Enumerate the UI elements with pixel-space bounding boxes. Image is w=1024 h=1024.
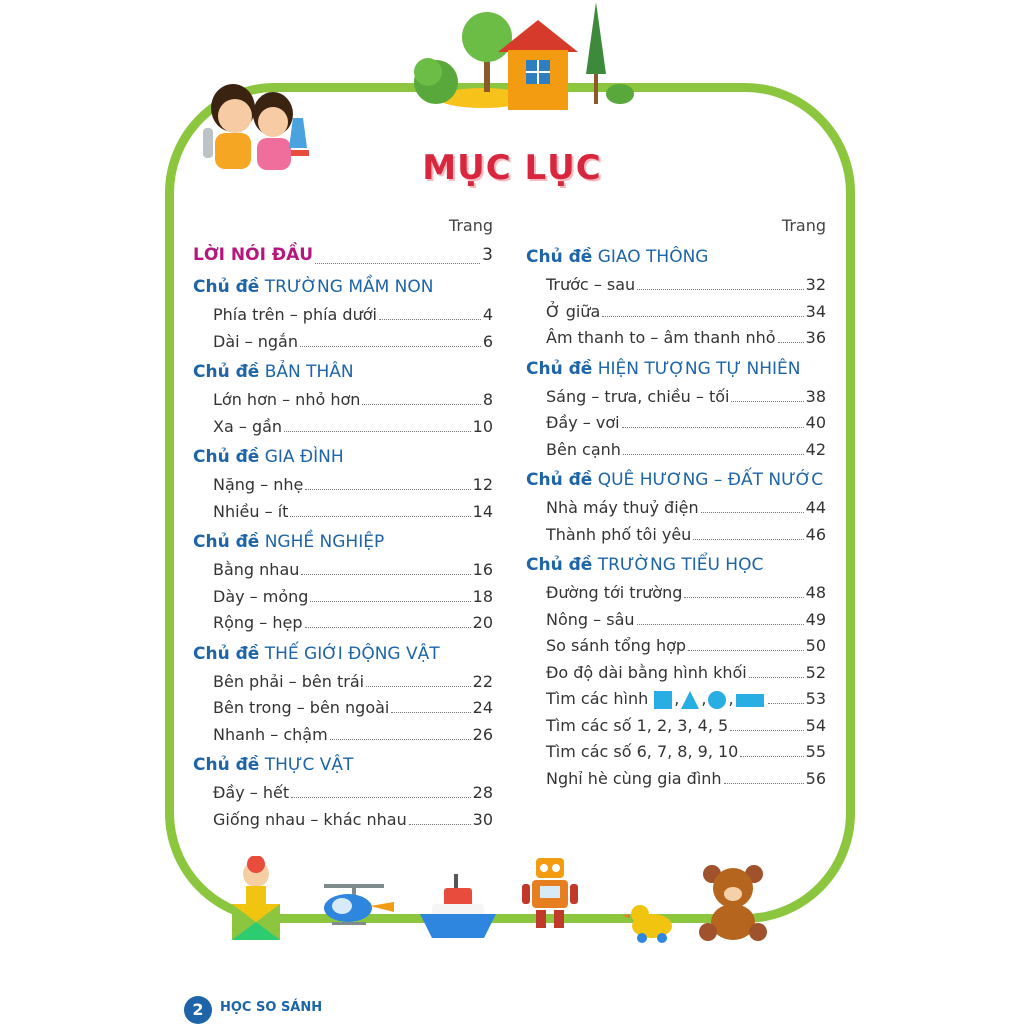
entry-page: 38	[805, 386, 826, 406]
entry-label: Nghỉ hè cùng gia đình	[546, 768, 722, 788]
topic-prefix: Chủ đề	[526, 470, 593, 490]
entry-page: 26	[472, 724, 493, 744]
entry-label: Dài – ngắn	[213, 331, 298, 351]
entry-page: 16	[472, 560, 493, 579]
topic-prefix: Chủ đề	[193, 532, 260, 552]
jack-in-the-box-icon	[228, 856, 284, 944]
entry-label: Bên phải – bên trái	[213, 671, 365, 691]
entry-page: 53	[805, 689, 826, 708]
toc-entry[interactable]	[526, 495, 826, 522]
preface-label: LỜI NÓI ĐẦU	[193, 245, 314, 265]
entry-page: 48	[805, 583, 826, 602]
toc-entry[interactable]	[193, 669, 493, 696]
toc-preface[interactable]	[193, 240, 493, 270]
entry-page: 32	[805, 275, 826, 294]
dot-leader	[778, 342, 804, 343]
topic-prefix: Chủ đề	[526, 247, 593, 267]
dot-leader	[305, 627, 471, 628]
toc-entry[interactable]	[526, 437, 826, 464]
entry-page: 49	[805, 609, 826, 629]
topic-name: NGHỀ NGHIỆP	[264, 532, 385, 552]
dot-leader	[291, 797, 471, 798]
page-title: MỤC LỤC	[422, 148, 602, 188]
entry-label: Tìm các số 6, 7, 8, 9, 10	[546, 742, 739, 761]
entry-label: Rộng – hẹp	[213, 613, 303, 632]
entry-page: 4	[482, 305, 493, 324]
dot-leader	[310, 601, 470, 602]
entry-label: Trước – sau	[546, 275, 636, 294]
toc-entry[interactable]	[526, 325, 826, 352]
book-title: HỌC SO SÁNH	[220, 1000, 323, 1015]
entry-label: Nhanh – chậm	[213, 724, 328, 744]
toc-left-column	[193, 212, 493, 833]
entry-label: Bằng nhau	[213, 560, 300, 579]
topic-name: GIAO THÔNG	[597, 247, 709, 267]
square-shape-icon	[654, 691, 672, 709]
page-column-label: Trang	[448, 216, 493, 235]
topic-name: QUÊ HƯƠNG – ĐẤT NƯỚC	[597, 470, 824, 490]
page-column-label: Trang	[781, 216, 826, 235]
dot-leader	[684, 597, 803, 598]
entry-label: Nhiều – ít	[213, 501, 289, 521]
toc-entry[interactable]	[193, 807, 493, 834]
toc-entry[interactable]	[526, 607, 826, 634]
teddy-bear-icon	[696, 862, 770, 942]
dot-leader	[300, 346, 481, 347]
toc-entry[interactable]	[193, 584, 493, 611]
toc-entry[interactable]	[526, 713, 826, 740]
toc-entry[interactable]	[193, 414, 493, 441]
toc-topic-heading[interactable]	[526, 550, 826, 580]
toc-entry[interactable]	[193, 499, 493, 526]
toc-topic-heading[interactable]	[193, 639, 493, 669]
dot-leader	[362, 404, 480, 405]
toc-topic-heading[interactable]	[193, 357, 493, 387]
topic-prefix: Chủ đề	[193, 277, 260, 297]
entry-label: Âm thanh to – âm thanh nhỏ	[546, 328, 776, 347]
entry-page: 20	[472, 613, 493, 632]
toc-topic-heading[interactable]	[193, 272, 493, 302]
toc-topic-heading[interactable]	[193, 442, 493, 472]
toc-entry[interactable]	[193, 387, 493, 414]
entry-label: Bên cạnh	[546, 439, 621, 459]
toc-topic-heading[interactable]	[526, 465, 826, 495]
topic-name: THỰC VẬT	[264, 755, 354, 775]
rectangle-shape-icon	[736, 691, 764, 709]
shape-icons: , , ,	[652, 686, 765, 713]
dot-leader	[731, 401, 803, 402]
entry-page: 8	[482, 390, 493, 409]
entry-page: 14	[472, 501, 493, 521]
entry-label: Ở giữa	[546, 301, 601, 321]
toc-entry[interactable]	[193, 472, 493, 499]
dot-leader	[622, 427, 804, 428]
topic-prefix: Chủ đề	[193, 643, 260, 664]
topic-prefix: Chủ đề	[526, 555, 593, 575]
entry-label: Nhà máy thuỷ điện	[546, 498, 699, 517]
toc-right-column	[526, 212, 826, 792]
house-tree-illustration	[408, 2, 648, 114]
entry-label: Đường tới trường	[546, 583, 683, 602]
duck-toy-icon	[618, 900, 678, 946]
entry-label: So sánh tổng hợp	[546, 636, 687, 655]
entry-label: Tìm các hình	[546, 689, 649, 708]
toc-topic-heading[interactable]	[526, 242, 826, 272]
boat-icon	[418, 872, 498, 942]
toc-entry[interactable]	[193, 695, 493, 722]
entry-page: 55	[805, 742, 826, 761]
entry-page: 56	[805, 768, 826, 788]
toc-topic-heading[interactable]	[526, 354, 826, 384]
toc-entry[interactable]	[193, 722, 493, 749]
dot-leader	[409, 824, 471, 825]
toc-entry[interactable]	[526, 299, 826, 326]
toc-entry[interactable]	[193, 610, 493, 637]
toc-entry[interactable]	[526, 766, 826, 793]
toc-entry[interactable]	[526, 580, 826, 607]
toc-entry[interactable]	[193, 557, 493, 584]
entry-page: 22	[472, 671, 493, 691]
entry-label: Sáng – trưa, chiều – tối	[546, 386, 730, 406]
entry-label: Bên trong – bên ngoài	[213, 698, 390, 717]
helicopter-icon	[320, 880, 396, 928]
topic-name: THẾ GIỚI ĐỘNG VẬT	[264, 643, 440, 664]
toc-entry[interactable]	[526, 633, 826, 660]
dot-leader	[693, 539, 803, 540]
dot-leader	[637, 624, 804, 625]
dot-leader	[330, 739, 471, 740]
toc-entry[interactable]	[193, 780, 493, 807]
entry-page: 46	[805, 524, 826, 544]
topic-prefix: Chủ đề	[526, 358, 593, 379]
dot-leader	[637, 289, 803, 290]
entry-page: 10	[472, 416, 493, 436]
robot-icon	[520, 852, 580, 932]
entry-label: Nông – sâu	[546, 609, 635, 629]
entry-label: Xa – gần	[213, 416, 283, 436]
entry-page: 50	[805, 636, 826, 655]
entry-label: Phía trên – phía dưới	[213, 305, 377, 324]
dot-leader	[749, 677, 804, 678]
dot-leader	[701, 512, 804, 513]
entry-page: 28	[472, 783, 493, 802]
topic-name: GIA ĐÌNH	[264, 447, 344, 467]
toc-entry[interactable]	[526, 522, 826, 549]
entry-page: 40	[805, 413, 826, 432]
toc-entry[interactable]	[526, 410, 826, 437]
entry-page: 6	[482, 331, 493, 351]
dot-leader	[290, 516, 470, 517]
entry-page: 42	[805, 439, 826, 459]
dot-leader	[740, 756, 803, 757]
topic-name: BẢN THÂN	[264, 362, 354, 382]
topic-name: HIỆN TƯỢNG TỰ NHIÊN	[597, 358, 801, 379]
entry-label: Dày – mỏng	[213, 586, 309, 606]
entry-label: Thành phố tôi yêu	[546, 524, 692, 544]
toc-topic-heading[interactable]	[193, 527, 493, 557]
toc-entry[interactable]	[526, 660, 826, 687]
dot-leader	[305, 489, 470, 490]
topic-name: TRƯỜNG MẦM NON	[264, 277, 434, 297]
entry-page: 34	[805, 301, 826, 321]
dot-leader	[730, 730, 803, 731]
page-number: 2	[184, 996, 212, 1024]
triangle-shape-icon	[681, 691, 699, 709]
dot-leader	[379, 319, 481, 320]
entry-label: Đầy – vơi	[546, 413, 620, 432]
entry-label: Nặng – nhẹ	[213, 475, 304, 494]
toc-entry[interactable]	[526, 686, 826, 713]
dot-leader	[768, 703, 804, 704]
entry-label: Lớn hơn – nhỏ hơn	[213, 390, 361, 409]
entry-label: Đo độ dài bằng hình khối	[546, 662, 747, 682]
preface-page: 3	[482, 245, 493, 265]
dot-leader	[301, 574, 470, 575]
entry-page: 30	[472, 809, 493, 829]
toc-entry[interactable]	[526, 272, 826, 299]
entry-label: Tìm các số 1, 2, 3, 4, 5	[546, 715, 729, 735]
topic-prefix: Chủ đề	[193, 755, 260, 775]
dot-leader	[284, 431, 471, 432]
dot-leader	[688, 650, 804, 651]
toc-entry[interactable]	[526, 384, 826, 411]
toc-entry[interactable]	[193, 302, 493, 329]
circle-shape-icon	[708, 691, 726, 709]
topic-prefix: Chủ đề	[193, 447, 260, 467]
topic-name: TRƯỜNG TIỂU HỌC	[597, 555, 764, 575]
toc-topic-heading[interactable]	[193, 750, 493, 780]
dot-leader	[315, 240, 480, 264]
dot-leader	[623, 454, 804, 455]
dot-leader	[602, 316, 803, 317]
toc-entry[interactable]	[193, 329, 493, 356]
entry-page: 54	[805, 715, 826, 735]
dot-leader	[724, 783, 804, 784]
entry-page: 24	[472, 698, 493, 717]
entry-page: 18	[472, 586, 493, 606]
topic-prefix: Chủ đề	[193, 362, 260, 382]
entry-page: 44	[805, 498, 826, 517]
entry-label: Giống nhau – khác nhau	[213, 809, 407, 829]
dot-leader	[366, 686, 471, 687]
dot-leader	[391, 712, 470, 713]
entry-page: 36	[805, 328, 826, 347]
entry-page: 52	[805, 662, 826, 682]
entry-page: 12	[472, 475, 493, 494]
toc-entry[interactable]	[526, 739, 826, 766]
entry-label: Đầy – hết	[213, 783, 290, 802]
